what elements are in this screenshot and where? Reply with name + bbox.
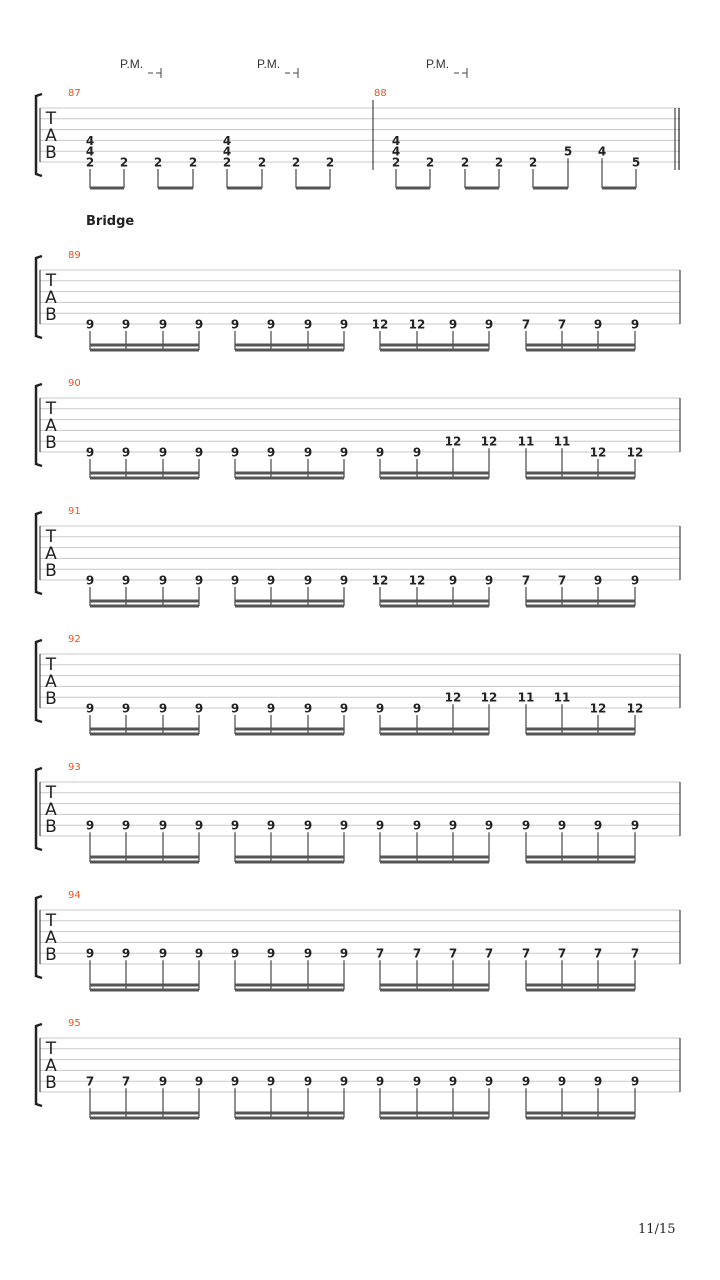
tab-system bbox=[36, 506, 680, 608]
note-beam bbox=[526, 733, 635, 736]
fret-number: 9 bbox=[339, 818, 349, 833]
fret-number: 9 bbox=[339, 573, 349, 588]
palm-mute-label: P.M. bbox=[426, 57, 450, 71]
fret-number: 9 bbox=[158, 573, 168, 588]
note-beam bbox=[380, 600, 489, 603]
fret-number: 4 bbox=[222, 133, 232, 148]
tab-clef-letter: B bbox=[45, 561, 57, 581]
note-beam bbox=[526, 477, 635, 480]
tab-clef-letter: B bbox=[45, 945, 57, 965]
note-beam bbox=[380, 472, 489, 475]
fret-number: 9 bbox=[121, 573, 131, 588]
fret-number: 9 bbox=[121, 946, 131, 961]
fret-number: 7 bbox=[412, 946, 422, 961]
fret-number: 2 bbox=[425, 155, 435, 170]
fret-number: 9 bbox=[484, 818, 494, 833]
fret-number: 9 bbox=[121, 445, 131, 460]
fret-number: 7 bbox=[85, 1074, 95, 1089]
note-beam bbox=[90, 1112, 199, 1115]
fret-number: 2 bbox=[119, 155, 129, 170]
tab-clef-letter: B bbox=[45, 817, 57, 837]
fret-number: 9 bbox=[194, 1074, 204, 1089]
tab-clef-letter: A bbox=[45, 544, 57, 564]
fret-number: 9 bbox=[375, 818, 385, 833]
note-beam bbox=[380, 344, 489, 347]
fret-number: 9 bbox=[158, 818, 168, 833]
system-bracket bbox=[36, 384, 42, 466]
note-beam bbox=[90, 984, 199, 987]
fret-number: 9 bbox=[85, 946, 95, 961]
fret-number: 2 bbox=[528, 155, 538, 170]
fret-number: 12 bbox=[371, 573, 389, 588]
note-beam bbox=[526, 600, 635, 603]
note-beam bbox=[235, 605, 344, 608]
section-title: Bridge bbox=[86, 214, 135, 229]
note-beam bbox=[235, 600, 344, 603]
note-beam bbox=[90, 861, 199, 864]
fret-number: 11 bbox=[517, 434, 535, 449]
note-beam bbox=[235, 477, 344, 480]
fret-number: 4 bbox=[222, 144, 232, 159]
fret-number: 12 bbox=[444, 690, 462, 705]
fret-number: 9 bbox=[521, 818, 531, 833]
fret-number: 2 bbox=[153, 155, 163, 170]
fret-number: 9 bbox=[230, 701, 240, 716]
fret-number: 9 bbox=[557, 1074, 567, 1089]
note-beam bbox=[90, 472, 199, 475]
fret-number: 9 bbox=[448, 818, 458, 833]
tab-clef-letter: B bbox=[45, 305, 57, 325]
system-bracket bbox=[36, 1024, 42, 1106]
system-bracket bbox=[36, 256, 42, 338]
fret-number: 9 bbox=[158, 701, 168, 716]
note-beam bbox=[235, 856, 344, 859]
fret-number: 12 bbox=[626, 445, 644, 460]
fret-number: 7 bbox=[484, 946, 494, 961]
fret-number: 2 bbox=[391, 155, 401, 170]
tab-clef-letter: A bbox=[45, 1056, 57, 1076]
note-beam bbox=[235, 349, 344, 352]
fret-number: 9 bbox=[303, 445, 313, 460]
note-beam bbox=[90, 728, 199, 731]
fret-number: 9 bbox=[194, 946, 204, 961]
fret-number: 9 bbox=[375, 445, 385, 460]
measure-number: 88 bbox=[374, 88, 387, 99]
fret-number: 2 bbox=[494, 155, 504, 170]
fret-number: 7 bbox=[375, 946, 385, 961]
measure-number: 91 bbox=[68, 506, 81, 517]
fret-number: 9 bbox=[593, 818, 603, 833]
fret-number: 9 bbox=[85, 445, 95, 460]
system-bracket bbox=[36, 512, 42, 594]
fret-number: 9 bbox=[303, 573, 313, 588]
note-beam bbox=[526, 861, 635, 864]
fret-number: 7 bbox=[121, 1074, 131, 1089]
fret-number: 7 bbox=[521, 573, 531, 588]
fret-number: 9 bbox=[85, 818, 95, 833]
fret-number: 9 bbox=[412, 701, 422, 716]
fret-number: 2 bbox=[257, 155, 267, 170]
fret-number: 9 bbox=[121, 701, 131, 716]
fret-number: 12 bbox=[480, 434, 498, 449]
fret-number: 9 bbox=[593, 1074, 603, 1089]
note-beam bbox=[380, 605, 489, 608]
fret-number: 12 bbox=[408, 317, 426, 332]
note-beam bbox=[90, 600, 199, 603]
fret-number: 9 bbox=[375, 1074, 385, 1089]
fret-number: 7 bbox=[630, 946, 640, 961]
tab-clef-letter: A bbox=[45, 672, 57, 692]
fret-number: 9 bbox=[339, 445, 349, 460]
measure-number: 87 bbox=[68, 88, 81, 99]
fret-number: 4 bbox=[391, 133, 401, 148]
fret-number: 7 bbox=[521, 317, 531, 332]
tab-clef-letter: B bbox=[45, 689, 57, 709]
tab-system bbox=[36, 634, 680, 736]
fret-number: 11 bbox=[553, 434, 571, 449]
note-beam bbox=[90, 605, 199, 608]
system-bracket bbox=[36, 640, 42, 722]
tab-system bbox=[36, 890, 680, 992]
system-bracket bbox=[36, 768, 42, 850]
tab-clef-letter: A bbox=[45, 800, 57, 820]
fret-number: 9 bbox=[230, 818, 240, 833]
note-beam bbox=[526, 989, 635, 992]
fret-number: 2 bbox=[291, 155, 301, 170]
note-beam bbox=[380, 984, 489, 987]
note-beam bbox=[380, 989, 489, 992]
fret-number: 9 bbox=[484, 573, 494, 588]
note-beam bbox=[526, 984, 635, 987]
note-beam bbox=[526, 1117, 635, 1120]
fret-number: 9 bbox=[593, 317, 603, 332]
note-beam bbox=[90, 733, 199, 736]
tab-clef-letter: T bbox=[45, 527, 57, 547]
fret-number: 7 bbox=[521, 946, 531, 961]
note-beam bbox=[380, 733, 489, 736]
tab-clef-letter: T bbox=[45, 271, 57, 291]
fret-number: 9 bbox=[230, 317, 240, 332]
fret-number: 9 bbox=[593, 573, 603, 588]
tab-clef-letter: A bbox=[45, 288, 57, 308]
fret-number: 9 bbox=[121, 317, 131, 332]
fret-number: 5 bbox=[631, 155, 641, 170]
tab-clef-letter: T bbox=[45, 399, 57, 419]
note-beam bbox=[235, 472, 344, 475]
note-beam bbox=[380, 728, 489, 731]
note-beam bbox=[90, 856, 199, 859]
fret-number: 9 bbox=[85, 317, 95, 332]
fret-number: 9 bbox=[266, 317, 276, 332]
tab-clef-letter: A bbox=[45, 126, 57, 146]
fret-number: 9 bbox=[194, 573, 204, 588]
note-beam bbox=[90, 1117, 199, 1120]
fret-number: 9 bbox=[194, 818, 204, 833]
fret-number: 9 bbox=[303, 701, 313, 716]
note-beam bbox=[602, 187, 636, 190]
page-number: 11/15 bbox=[638, 1222, 676, 1237]
tab-system bbox=[36, 378, 680, 480]
measure-number: 92 bbox=[68, 634, 81, 645]
fret-number: 9 bbox=[557, 818, 567, 833]
note-beam bbox=[465, 187, 499, 190]
note-beam bbox=[235, 1117, 344, 1120]
fret-number: 9 bbox=[158, 1074, 168, 1089]
note-beam bbox=[526, 472, 635, 475]
fret-number: 4 bbox=[597, 144, 607, 159]
note-beam bbox=[90, 344, 199, 347]
note-beam bbox=[526, 349, 635, 352]
tab-clef-letter: B bbox=[45, 433, 57, 453]
fret-number: 9 bbox=[266, 573, 276, 588]
fret-number: 2 bbox=[460, 155, 470, 170]
fret-number: 4 bbox=[85, 133, 95, 148]
note-beam bbox=[235, 728, 344, 731]
note-beam bbox=[380, 861, 489, 864]
note-beam bbox=[526, 1112, 635, 1115]
fret-number: 9 bbox=[85, 573, 95, 588]
fret-number: 9 bbox=[448, 1074, 458, 1089]
note-beam bbox=[235, 861, 344, 864]
note-beam bbox=[235, 1112, 344, 1115]
fret-number: 7 bbox=[448, 946, 458, 961]
fret-number: 12 bbox=[589, 701, 607, 716]
palm-mute-label: P.M. bbox=[120, 57, 144, 71]
fret-number: 9 bbox=[339, 701, 349, 716]
fret-number: 12 bbox=[480, 690, 498, 705]
system-bracket bbox=[36, 94, 42, 176]
fret-number: 4 bbox=[391, 144, 401, 159]
fret-number: 9 bbox=[194, 317, 204, 332]
tab-clef-letter: B bbox=[45, 1073, 57, 1093]
note-beam bbox=[380, 477, 489, 480]
fret-number: 9 bbox=[630, 818, 640, 833]
fret-number: 9 bbox=[630, 317, 640, 332]
note-beam bbox=[380, 1112, 489, 1115]
tab-clef-letter: T bbox=[45, 655, 57, 675]
fret-number: 9 bbox=[375, 701, 385, 716]
fret-number: 9 bbox=[448, 317, 458, 332]
fret-number: 9 bbox=[230, 573, 240, 588]
fret-number: 9 bbox=[303, 946, 313, 961]
fret-number: 9 bbox=[158, 946, 168, 961]
note-beam bbox=[380, 349, 489, 352]
fret-number: 7 bbox=[557, 573, 567, 588]
note-beam bbox=[90, 477, 199, 480]
fret-number: 12 bbox=[408, 573, 426, 588]
system-bracket bbox=[36, 896, 42, 978]
fret-number: 2 bbox=[325, 155, 335, 170]
note-beam bbox=[526, 728, 635, 731]
fret-number: 2 bbox=[222, 155, 232, 170]
fret-number: 5 bbox=[563, 144, 573, 159]
note-beam bbox=[396, 187, 430, 190]
note-beam bbox=[90, 989, 199, 992]
fret-number: 9 bbox=[412, 1074, 422, 1089]
fret-number: 11 bbox=[517, 690, 535, 705]
fret-number: 9 bbox=[412, 818, 422, 833]
note-beam bbox=[526, 605, 635, 608]
tab-system bbox=[36, 1018, 680, 1120]
note-beam bbox=[526, 856, 635, 859]
fret-number: 11 bbox=[553, 690, 571, 705]
measure-number: 94 bbox=[68, 890, 81, 901]
note-beam bbox=[533, 187, 568, 190]
fret-number: 4 bbox=[85, 144, 95, 159]
fret-number: 9 bbox=[484, 1074, 494, 1089]
tab-clef-letter: A bbox=[45, 416, 57, 436]
note-beam bbox=[526, 344, 635, 347]
fret-number: 9 bbox=[339, 1074, 349, 1089]
fret-number: 7 bbox=[593, 946, 603, 961]
tab-system bbox=[36, 762, 680, 864]
fret-number: 9 bbox=[630, 1074, 640, 1089]
palm-mute-label: P.M. bbox=[257, 57, 281, 71]
measure-number: 93 bbox=[68, 762, 81, 773]
note-beam bbox=[235, 344, 344, 347]
fret-number: 9 bbox=[630, 573, 640, 588]
fret-number: 9 bbox=[412, 445, 422, 460]
fret-number: 9 bbox=[266, 445, 276, 460]
tab-clef-letter: T bbox=[45, 109, 57, 129]
fret-number: 9 bbox=[266, 1074, 276, 1089]
tab-system bbox=[36, 57, 680, 190]
fret-number: 12 bbox=[589, 445, 607, 460]
fret-number: 12 bbox=[444, 434, 462, 449]
note-beam bbox=[90, 187, 124, 190]
measure-number: 89 bbox=[68, 250, 81, 261]
tab-clef-letter: T bbox=[45, 783, 57, 803]
fret-number: 9 bbox=[158, 317, 168, 332]
tab-clef-letter: B bbox=[45, 143, 57, 163]
note-beam bbox=[380, 856, 489, 859]
fret-number: 9 bbox=[230, 946, 240, 961]
fret-number: 12 bbox=[626, 701, 644, 716]
note-beam bbox=[235, 733, 344, 736]
fret-number: 7 bbox=[557, 946, 567, 961]
measure-number: 90 bbox=[68, 378, 81, 389]
fret-number: 9 bbox=[266, 818, 276, 833]
fret-number: 9 bbox=[194, 701, 204, 716]
tab-clef-letter: A bbox=[45, 928, 57, 948]
fret-number: 9 bbox=[448, 573, 458, 588]
fret-number: 9 bbox=[303, 317, 313, 332]
tab-clef-letter: T bbox=[45, 911, 57, 931]
fret-number: 9 bbox=[230, 445, 240, 460]
fret-number: 7 bbox=[557, 317, 567, 332]
note-beam bbox=[158, 187, 193, 190]
fret-number: 9 bbox=[484, 317, 494, 332]
fret-number: 9 bbox=[521, 1074, 531, 1089]
note-beam bbox=[380, 1117, 489, 1120]
fret-number: 9 bbox=[158, 445, 168, 460]
tab-system bbox=[36, 250, 680, 352]
fret-number: 2 bbox=[188, 155, 198, 170]
note-beam bbox=[296, 187, 330, 190]
fret-number: 2 bbox=[85, 155, 95, 170]
fret-number: 9 bbox=[194, 445, 204, 460]
fret-number: 12 bbox=[371, 317, 389, 332]
fret-number: 9 bbox=[266, 701, 276, 716]
note-beam bbox=[90, 349, 199, 352]
fret-number: 9 bbox=[303, 1074, 313, 1089]
fret-number: 9 bbox=[303, 818, 313, 833]
fret-number: 9 bbox=[339, 946, 349, 961]
fret-number: 9 bbox=[85, 701, 95, 716]
fret-number: 9 bbox=[121, 818, 131, 833]
measure-number: 95 bbox=[68, 1018, 81, 1029]
fret-number: 9 bbox=[339, 317, 349, 332]
note-beam bbox=[235, 989, 344, 992]
tab-clef-letter: T bbox=[45, 1039, 57, 1059]
fret-number: 9 bbox=[230, 1074, 240, 1089]
note-beam bbox=[227, 187, 262, 190]
fret-number: 9 bbox=[266, 946, 276, 961]
note-beam bbox=[235, 984, 344, 987]
